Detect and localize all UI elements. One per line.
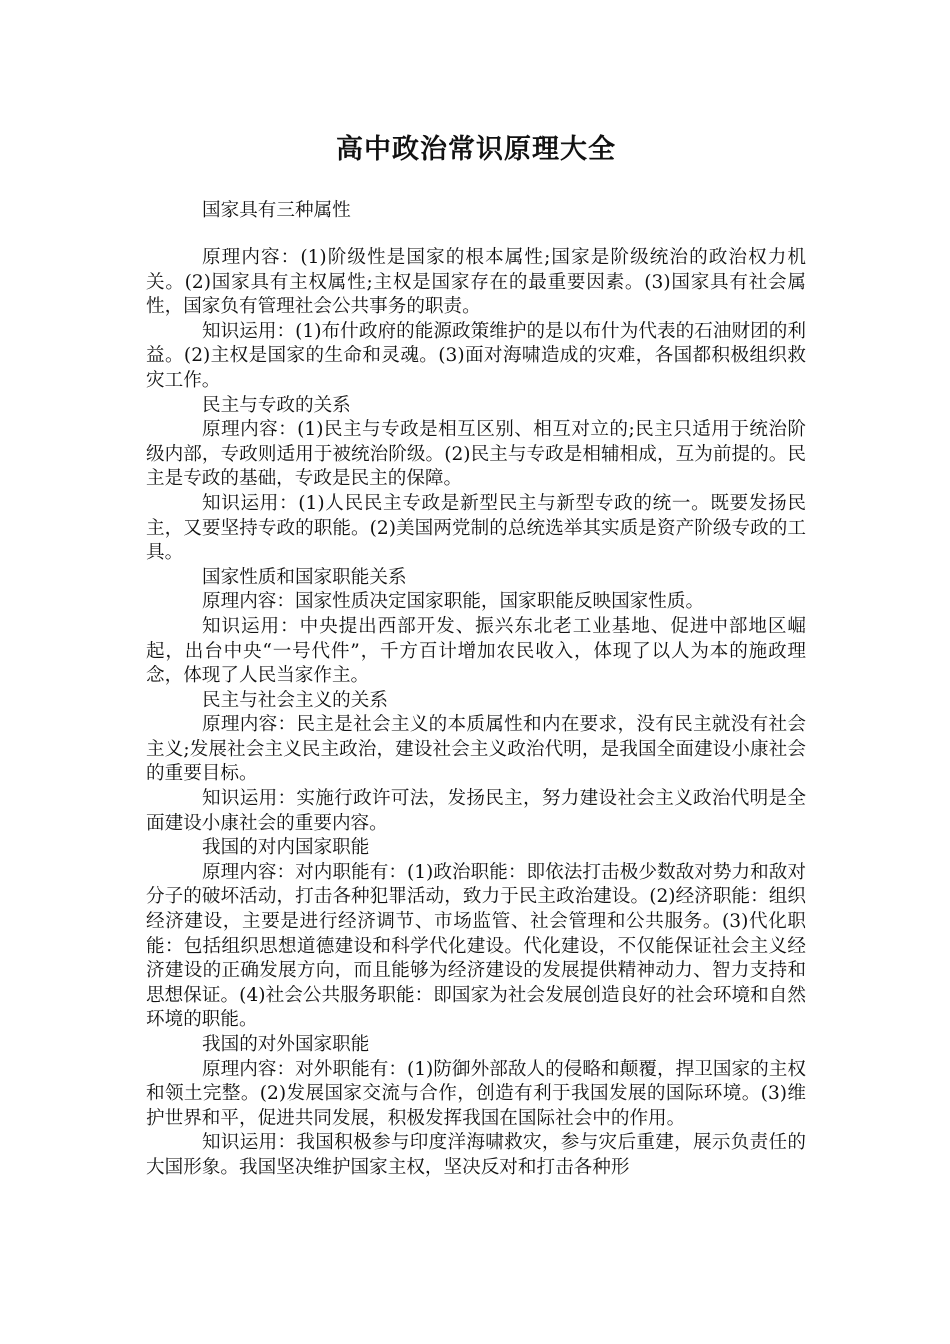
- section-heading: 我国的对内国家职能: [202, 837, 370, 859]
- document-body: [146, 246, 806, 1181]
- paragraph: 原理内容：对内职能有：(1)政治职能：即依法打击极少数敌对势力和敌对分子的破坏活动，打击各种犯罪活动，致力于民主政治建设。(2)经济职能：组织经济建设，主要是进行经济调节、市场监管、社会管理和公共服务。(3)代化职能：包括组织思想道德建设和科学代化建设。代化建设，不仅能保证社会主义经济建设的正确发展方向，而且能够为经济建设的发展提供精神动力、智力支持和思想保证。(4)社会公共服务职能：即国家为社会发展创造良好的社会环境和自然环境的职能。: [146, 861, 806, 1031]
- paragraph: 原理内容：对外职能有：(1)防御外部敌人的侵略和颠覆，捍卫国家的主权和领土完整。(2)发展国家交流与合作，创造有利于我国发展的国际环境。(3)维护世界和平，促进共同发展，积极发挥我国在国际社会中的作用。: [146, 1058, 806, 1129]
- section-heading: 民主与社会主义的关系: [202, 689, 388, 711]
- section-heading: 我国的对外国家职能: [202, 1034, 370, 1055]
- section-heading: 国家性质和国家职能关系: [202, 566, 407, 588]
- paragraph: 知识运用：中央提出西部开发、振兴东北老工业基地、促进中部地区崛起，出台中央“一号代件”，千方百计增加农民收入，体现了以人为本的施政理念，体现了人民当家作主。: [146, 615, 806, 687]
- paragraph: 知识运用：我国积极参与印度洋海啸救灾，参与灾后重建，展示负责任的大国形象。我国坚决维护国家主权，坚决反对和打击各种形: [146, 1132, 806, 1178]
- section-heading: 国家具有三种属性: [202, 200, 351, 221]
- paragraph: 原理内容：(1)民主与专政是相互区别、相互对立的;民主只适用于统治阶级内部，专政则适用于被统治阶级。(2)民主与专政是相辅相成，互为前提的。民主是专政的基础，专政是民主的保障。: [146, 419, 806, 490]
- paragraph: 原理内容：国家性质决定国家职能，国家职能反映国家性质。: [202, 591, 705, 613]
- paragraph: 知识运用：实施行政许可法，发扬民主，努力建设社会主义政治代明是全面建设小康社会的重要内容。: [146, 788, 806, 834]
- paragraph: 知识运用：(1)布什政府的能源政策维护的是以布什为代表的石油财团的利益。(2)主权是国家的生命和灵魂。(3)面对海啸造成的灾难，各国都积极组织救灾工作。: [146, 320, 806, 391]
- section-heading: 民主与专政的关系: [202, 394, 351, 416]
- paragraph: 知识运用：(1)人民民主专政是新型民主与新型专政的统一。既要发扬民主，又要坚持专政的职能。(2)美国两党制的总统选举其实质是资产阶级专政的工具。: [146, 492, 806, 564]
- paragraph: 原理内容：民主是社会主义的本质属性和内在要求，没有民主就没有社会主义;发展社会主义民主政治，建设社会主义政治代明，是我国全面建设小康社会的重要目标。: [146, 714, 806, 785]
- paragraph: 原理内容：(1)阶级性是国家的根本属性;国家是阶级统治的政治权力机关。(2)国家具有主权属性;主权是国家存在的最重要因素。(3)国家具有社会属性，国家负有管理社会公共事务的职责。: [146, 247, 806, 318]
- page-title: 高中政治常识原理大全: [336, 134, 616, 165]
